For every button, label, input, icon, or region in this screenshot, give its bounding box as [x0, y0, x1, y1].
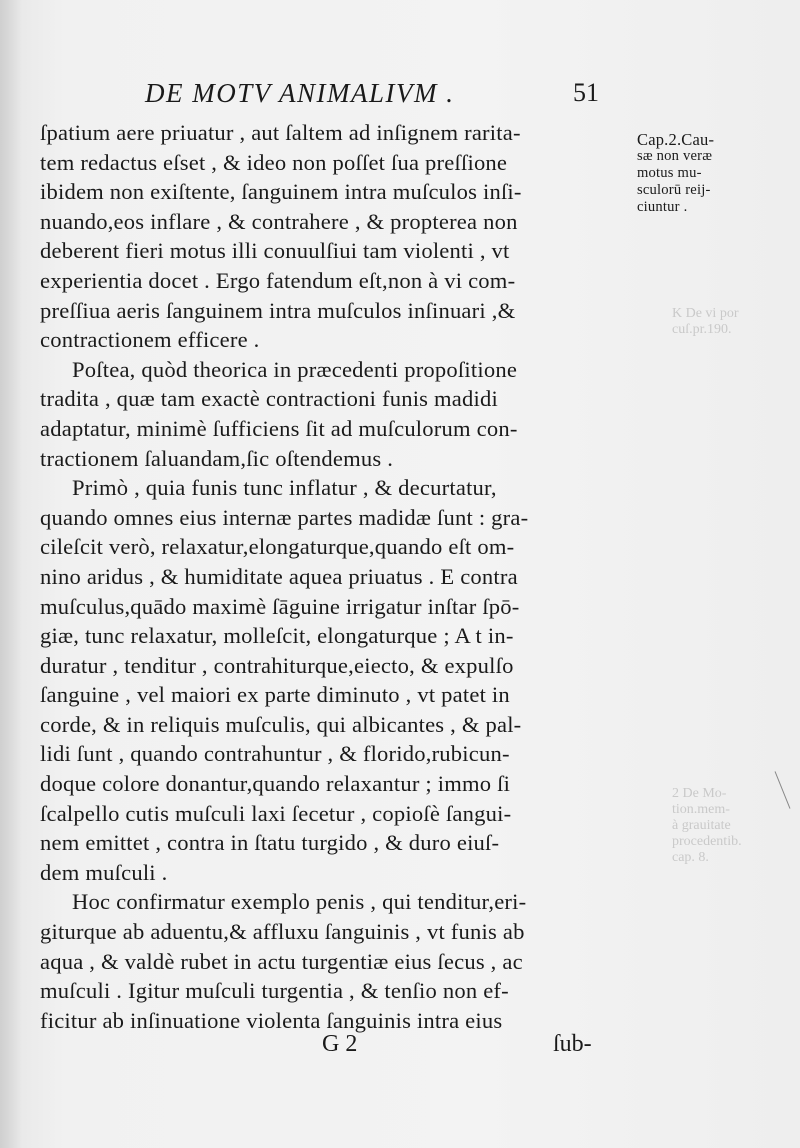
catchword: ſub-	[553, 1031, 592, 1057]
paragraph-start-line: Poſtea, quòd theorica in præcedenti propoſitione	[72, 356, 518, 382]
text-line: dem muſculi .	[40, 859, 168, 885]
bleed-through-note: à grauitate	[672, 818, 731, 833]
text-line: muſculi . Igitur muſculi turgentia , & tenſio non ef-	[40, 978, 509, 1004]
marginal-note-line: sæ non veræ	[637, 148, 713, 164]
text-line: ſcalpello cutis muſculi laxi ſecetur , copioſè ſangui-	[40, 800, 512, 826]
text-line: tem redactus eſset , & ideo non poſſet ſua preſſione	[40, 149, 508, 175]
text-line: quando omnes eius internæ partes madidæ ſunt : gra-	[40, 504, 529, 530]
text-line: deberent fieri motus illi conuulſiui tam violenti , vt	[40, 238, 510, 264]
text-line: tradita , quæ tam exactè contractioni funis madidi	[40, 386, 498, 412]
paragraph-start-line: Primò , quia funis tunc inflatur , & decurtatur,	[72, 475, 497, 501]
text-line: cileſcit verò, relaxatur,elongaturque,quando eſt om-	[40, 534, 515, 560]
marginal-note-line: Cap.2.Cau-	[637, 130, 715, 149]
text-line: adaptatur, minimè ſufficiens ſit ad muſculorum con-	[40, 415, 518, 441]
text-line: lidi ſunt , quando contrahuntur , & florido,rubicun-	[40, 741, 510, 767]
bleed-through-note: 2 De Mo-	[672, 786, 727, 801]
text-line: ſanguine , vel maiori ex parte diminuto , vt patet in	[40, 682, 510, 708]
text-line: corde, & in reliquis muſculis, qui albicantes , & pal-	[40, 711, 522, 737]
page-header	[145, 78, 625, 114]
gutter-shadow	[0, 0, 22, 1148]
text-line: aqua , & valdè rubet in actu turgentiæ eius ſecus , ac	[40, 948, 523, 974]
text-line: preſſiua aeris ſanguinem intra muſculos inſinuari ,&	[40, 297, 516, 323]
page-number: 51	[573, 78, 599, 107]
text-line: nino aridus , & humiditate aquea priuatus . E contra	[40, 563, 518, 589]
bleed-through-note: procedentib.	[672, 834, 742, 849]
text-line: giturque ab aduentu,& affluxu ſanguinis , vt funis ab	[40, 919, 525, 945]
running-head: DE MOTV ANIMALIVM .	[145, 78, 455, 108]
text-line: nuando,eos inflare , & contrahere , & propterea non	[40, 208, 518, 234]
bleed-through-note: K De vi por	[672, 306, 739, 321]
text-line: tractionem ſaluandam,ſic oſtendemus .	[40, 445, 394, 471]
signature-mark: G 2	[322, 1031, 358, 1057]
text-line: ſpatium aere priuatur , aut ſaltem ad inſignem rarita-	[40, 120, 521, 145]
text-line: duratur , tenditur , contrahiturque,eiecto, & expulſo	[40, 652, 514, 678]
bleed-through-note: cuſ.pr.190.	[672, 322, 732, 337]
text-line: contractionem efficere .	[40, 327, 260, 353]
bleed-through-note: cap. 8.	[672, 850, 709, 865]
marginal-note-line: sculorū reij-	[637, 182, 711, 198]
bleed-through-note: tion.mem-	[672, 802, 730, 817]
text-line: nem emittet , contra in ſtatu turgido , & duro eiuſ-	[40, 830, 500, 856]
text-line: muſculus,quādo maximè ſāguine irrigatur inſtar ſpō-	[40, 593, 520, 619]
text-line: giæ, tunc relaxatur, molleſcit, elongaturque ; A t in-	[40, 623, 514, 649]
paragraph-start-line: Hoc confirmatur exemplo penis , qui tenditur,eri-	[72, 889, 527, 915]
text-line: ficitur ab inſinuatione violenta ſanguinis intra eius	[40, 1007, 503, 1033]
marginal-note-line: ciuntur .	[637, 199, 688, 215]
text-line: doque colore donantur,quando relaxantur ; immo ſi	[40, 771, 511, 797]
text-line: ibidem non exiſtente, ſanguinem intra muſculos inſi-	[40, 179, 522, 205]
body-text	[40, 118, 638, 1035]
stray-mark	[775, 771, 791, 808]
marginal-note-line: motus mu-	[637, 165, 702, 181]
text-line: experientia docet . Ergo fatendum eſt,non à vi com-	[40, 267, 516, 293]
marginal-note	[637, 131, 747, 216]
